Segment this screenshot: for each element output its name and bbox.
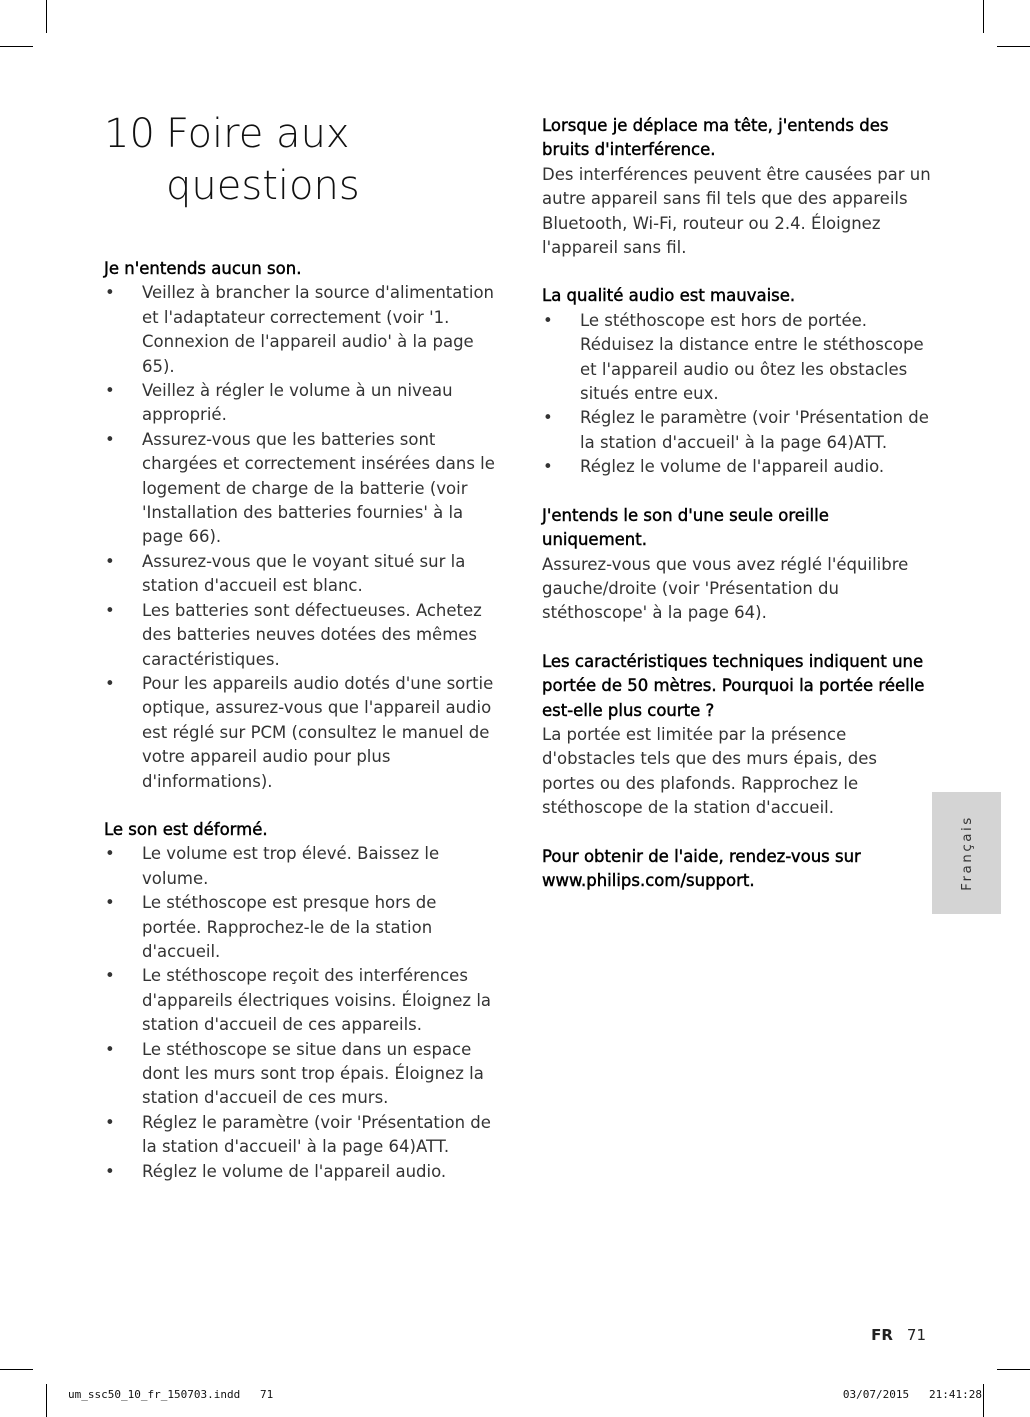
crop-mark [46, 1384, 47, 1417]
list-item: • Pour les appareils audio dotés d'une sortie optique, assurez-vous que l'appareil audio est réglé sur PCM (consultez le manuel de votre appareil audio pour plus d'informations). [104, 672, 499, 794]
right-column [542, 114, 934, 917]
list-item: • Le stéthoscope est presque hors de portée. Rapprochez-le de la station d'accueil. [104, 891, 499, 964]
left-column [104, 257, 499, 1208]
list-item: • Assurez-vous que le voyant situé sur la station d'accueil est blanc. [104, 550, 499, 599]
faq-section-interference [542, 114, 934, 260]
chapter-number: 10 [104, 111, 155, 157]
list-item: • Le stéthoscope est hors de portée. Réduisez la distance entre le stéthoscope et l'appareil audio ou ôtez les obstacles situés entre eux. [542, 309, 934, 407]
bullet-list [542, 309, 934, 480]
page-number: 71 [906, 1326, 926, 1344]
help-heading: Pour obtenir de l'aide, rendez-vous sur www.philips.com/support. [542, 846, 861, 890]
section-heading: J'entends le son d'une seule oreille uniquement. [542, 505, 829, 550]
crop-mark [997, 46, 1030, 47]
footer-language: FR [871, 1326, 893, 1344]
slug-datetime: 03/07/2015 21:41:28 [842, 1388, 982, 1401]
faq-section-one-ear [542, 504, 934, 626]
section-heading: Le son est déformé. [104, 819, 268, 839]
section-heading: Je n'entends aucun son. [104, 259, 302, 278]
list-item: • Réglez le paramètre (voir 'Présentation de la station d'accueil' à la page 64)ATT. [542, 406, 934, 455]
list-item: • Réglez le volume de l'appareil audio. [104, 1160, 499, 1184]
section-body: La portée est limitée par la présence d'obstacles tels que des murs épais, des portes ou des plafonds. Rapprochez le stéthoscope de la station d'accueil. [542, 724, 878, 818]
faq-section-poor-quality [542, 284, 934, 479]
faq-section-no-sound [104, 257, 499, 794]
section-heading: La qualité audio est mauvaise. [542, 286, 796, 306]
crop-mark [46, 0, 47, 33]
faq-section-distorted-sound [104, 818, 499, 1184]
section-heading: Les caractéristiques techniques indiquent une portée de 50 mètres. Pourquoi la portée réelle est-elle plus courte ? [542, 651, 925, 720]
bullet-list [104, 842, 499, 1184]
list-item: • Réglez le volume de l'appareil audio. [542, 455, 934, 479]
list-item: • Le volume est trop élevé. Baissez le volume. [104, 842, 499, 891]
faq-section-help [542, 845, 934, 894]
list-item: • Le stéthoscope reçoit des interférences d'appareils électriques voisins. Éloignez la station d'accueil de ces appareils. [104, 964, 499, 1037]
bullet-list [104, 281, 499, 794]
section-body: Assurez-vous que vous avez réglé l'équilibre gauche/droite (voir 'Présentation du stéthoscope' à la page 64). [542, 554, 909, 623]
slug-filename: um_ssc50_10_fr_150703.indd 71 [68, 1388, 274, 1401]
section-heading: Lorsque je déplace ma tête, j'entends des bruits d'interférence. [542, 116, 889, 160]
list-item: • Le stéthoscope se situe dans un espace dont les murs sont trop épais. Éloignez la station d'accueil de ces murs. [104, 1038, 499, 1111]
crop-mark [983, 0, 984, 33]
section-body: Des interférences peuvent être causées par un autre appareil sans fil tels que des appareils Bluetooth, Wi-Fi, routeur ou 2.4. Éloignez l'appareil sans fil. [542, 164, 931, 258]
language-tab [932, 792, 1001, 914]
chapter-title: Foire aux questions [166, 111, 360, 209]
crop-mark [983, 1384, 984, 1417]
list-item: • Les batteries sont défectueuses. Achetez des batteries neuves dotées des mêmes caractéristiques. [104, 599, 499, 672]
faq-section-range [542, 650, 934, 821]
crop-mark [0, 46, 33, 47]
list-item: • Réglez le paramètre (voir 'Présentation de la station d'accueil' à la page 64)ATT. [104, 1111, 499, 1160]
crop-mark [0, 1369, 33, 1370]
list-item: • Veillez à régler le volume à un niveau approprié. [104, 379, 499, 428]
page-footer [871, 1326, 926, 1344]
list-item: • Assurez-vous que les batteries sont chargées et correctement insérées dans le logement de charge de la batterie (voir 'Installation des batteries fournies' à la page 66). [104, 428, 499, 550]
language-tab-label: Français [958, 815, 975, 891]
list-item: • Veillez à brancher la source d'alimentation et l'adaptateur correctement (voir '1. Connexion de l'appareil audio' à la page 65). [104, 281, 499, 379]
crop-mark [997, 1369, 1030, 1370]
